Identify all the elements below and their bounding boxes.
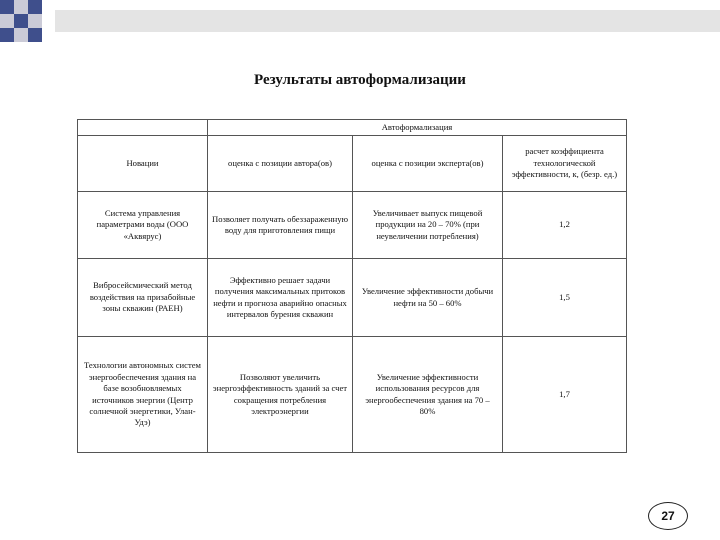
header-innovation: Новации [78,136,208,192]
decor-square [28,28,42,42]
decor-square [14,0,28,14]
group-header: Автоформализация [208,120,627,136]
decor-square [28,14,42,28]
decor-square [28,0,42,14]
cell-expert: Увеличение эффективности использования ресурсов для энергообеспечения здания на 70 – 80% [353,337,503,453]
header-coefficient: расчет коэффициента технологической эффективности, к, (безр. ед.) [503,136,627,192]
cell-innovation: Технологии автономных систем энергообеспечения здания на базе возобновляемых источников энергии (Центр солнечной энергетики, Улан-Удэ) [78,337,208,453]
cell-expert: Увеличение эффективности добычи нефти на 50 – 60% [353,259,503,337]
cell-author: Эффективно решает задачи получения максимальных притоков нефти и прогноза аварийно опасных интервалов бурения скважин [208,259,353,337]
cell-author: Позволяет получать обеззараженную воду для приготовления пищи [208,192,353,259]
table-row [78,259,627,337]
cell-innovation: Система управления параметрами воды (ООО «Аквярус) [78,192,208,259]
decor-square [0,0,14,14]
decor-square [14,14,28,28]
cell-coefficient: 1,2 [503,192,627,259]
table-row [78,337,627,453]
cell-innovation: Вибросейсмический метод воздействия на призабойные зоны скважин (РАЕН) [78,259,208,337]
slide-title: Результаты автоформализации [254,72,466,88]
decor-square [0,14,14,28]
page-number: 27 [648,502,688,530]
cell-coefficient: 1,5 [503,259,627,337]
results-table [77,119,627,453]
table-header-row [78,136,627,192]
table-row [78,192,627,259]
cell-coefficient: 1,7 [503,337,627,453]
header-expert: оценка с позиции эксперта(ов) [353,136,503,192]
header-author: оценка с позиции автора(ов) [208,136,353,192]
top-bar [55,10,720,32]
empty-header-cell [78,120,208,136]
table-group-row [78,120,627,136]
cell-expert: Увеличивает выпуск пищевой продукции на 20 – 70% (при неувеличении потребления) [353,192,503,259]
decor-square [0,28,14,42]
cell-author: Позволяют увеличить энергоэффективность зданий за счет сокращения потребления электроэнергии [208,337,353,453]
decor-square [14,28,28,42]
